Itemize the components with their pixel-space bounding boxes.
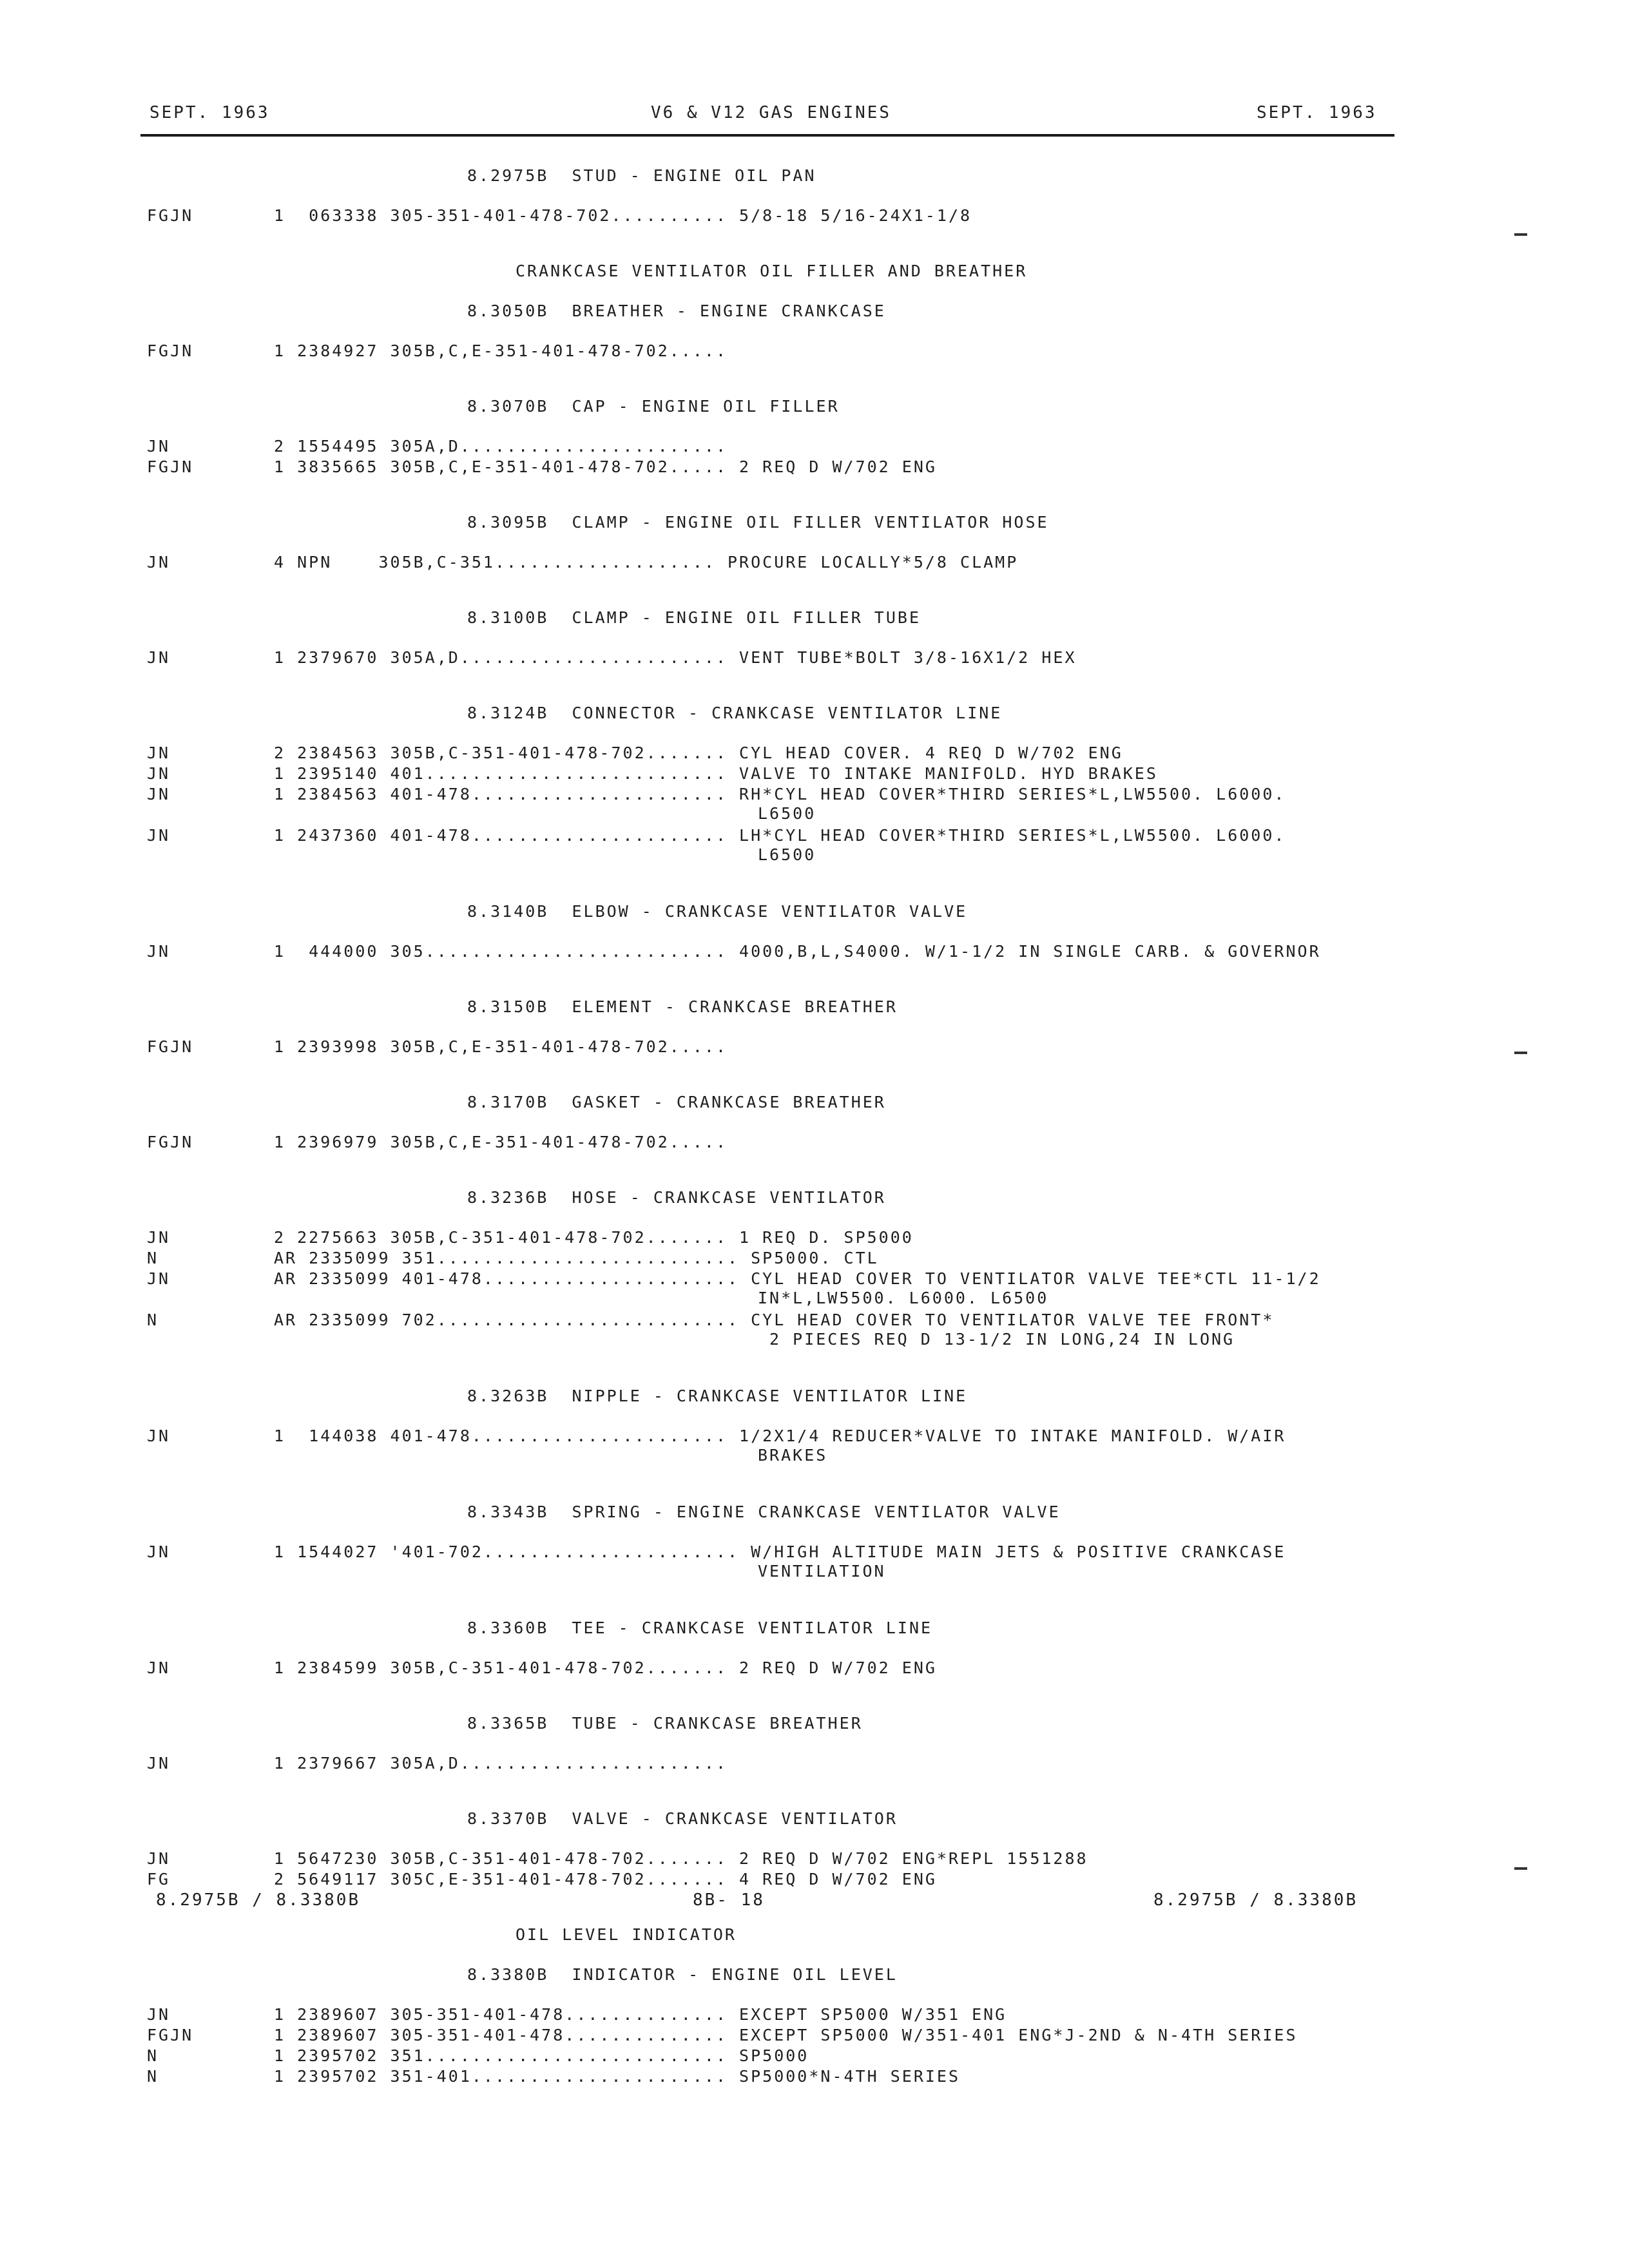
section-heading: 8.3124B CONNECTOR - CRANKCASE VENTILATOR LINE bbox=[467, 704, 1003, 722]
section-heading: 8.3150B ELEMENT - CRANKCASE BREATHER bbox=[467, 997, 898, 1016]
usage-code: N bbox=[147, 1311, 159, 1329]
header-right: SEPT. 1963 bbox=[1257, 103, 1377, 122]
usage-code: JN bbox=[147, 826, 171, 845]
usage-code: FG bbox=[147, 1870, 171, 1888]
margin-mark bbox=[1514, 233, 1527, 236]
part-entry: 1 2393998 305B,C,E-351-401-478-702..... bbox=[274, 1037, 728, 1056]
usage-code: N bbox=[147, 1249, 159, 1267]
part-description-continued: L6500 bbox=[758, 804, 816, 823]
section-heading: 8.3365B TUBE - CRANKCASE BREATHER bbox=[467, 1714, 863, 1733]
section-heading: 8.2975B STUD - ENGINE OIL PAN bbox=[467, 166, 816, 185]
section-heading: 8.3095B CLAMP - ENGINE OIL FILLER VENTILATOR HOSE bbox=[467, 513, 1049, 532]
part-entry: 1 444000 305.......................... 4000,B,L,S4000. W/1-1/2 IN SINGLE CARB. & GOVERNOR bbox=[274, 942, 1321, 961]
part-entry: 1 2395702 351.......................... SP5000 bbox=[274, 2046, 809, 2065]
usage-code: JN bbox=[147, 744, 171, 762]
part-entry: 1 5647230 305B,C-351-401-478-702....... 2 REQ D W/702 ENG*REPL 1551288 bbox=[274, 1849, 1088, 1868]
part-entry: 1 2389607 305-351-401-478.............. EXCEPT SP5000 W/351 ENG bbox=[274, 2005, 1007, 2024]
section-heading: 8.3236B HOSE - CRANKCASE VENTILATOR bbox=[467, 1188, 886, 1207]
usage-code: JN bbox=[147, 1754, 171, 1773]
usage-code: JN bbox=[147, 942, 171, 961]
usage-code: JN bbox=[147, 1228, 171, 1247]
usage-code: FGJN bbox=[147, 457, 194, 476]
part-description-continued: L6500 bbox=[758, 845, 816, 864]
part-entry: 2 2275663 305B,C-351-401-478-702....... 1 REQ D. SP5000 bbox=[274, 1228, 914, 1247]
section-heading: 8.3170B GASKET - CRANKCASE BREATHER bbox=[467, 1093, 886, 1111]
section-heading: 8.3380B INDICATOR - ENGINE OIL LEVEL bbox=[467, 1965, 898, 1984]
usage-code: FGJN bbox=[147, 2026, 194, 2044]
part-entry: 1 2389607 305-351-401-478.............. EXCEPT SP5000 W/351-401 ENG*J-2ND & N-4TH SERIES bbox=[274, 2026, 1298, 2044]
usage-code: N bbox=[147, 2046, 159, 2065]
part-entry: 1 1544027 '401-702...................... W/HIGH ALTITUDE MAIN JETS & POSITIVE CRANKCASE bbox=[274, 1542, 1286, 1561]
part-entry: 1 144038 401-478...................... 1/2X1/4 REDUCER*VALVE TO INTAKE MANIFOLD. W/AIR bbox=[274, 1427, 1286, 1445]
header-center: V6 & V12 GAS ENGINES bbox=[651, 103, 892, 122]
section-heading: 8.3100B CLAMP - ENGINE OIL FILLER TUBE bbox=[467, 608, 921, 627]
part-description-continued: VENTILATION bbox=[758, 1562, 886, 1581]
usage-code: JN bbox=[147, 1658, 171, 1677]
usage-code: JN bbox=[147, 437, 171, 456]
header-rule bbox=[140, 134, 1394, 137]
header-left: SEPT. 1963 bbox=[149, 103, 270, 122]
usage-code: JN bbox=[147, 1542, 171, 1561]
part-entry: 1 2384599 305B,C-351-401-478-702....... 2 REQ D W/702 ENG bbox=[274, 1658, 937, 1677]
part-entry: 2 5649117 305C,E-351-401-478-702....... 4 REQ D W/702 ENG bbox=[274, 1870, 937, 1888]
part-entry: 1 2396979 305B,C,E-351-401-478-702..... bbox=[274, 1133, 728, 1151]
part-entry: 1 2395702 351-401...................... SP5000*N-4TH SERIES bbox=[274, 2067, 961, 2086]
footer-right: 8.2975B / 8.3380B bbox=[1153, 1890, 1358, 1910]
section-heading: 8.3070B CAP - ENGINE OIL FILLER bbox=[467, 397, 840, 416]
part-entry: AR 2335099 351.......................... SP5000. CTL bbox=[274, 1249, 879, 1267]
part-entry: 1 2379670 305A,D....................... VENT TUBE*BOLT 3/8-16X1/2 HEX bbox=[274, 648, 1077, 667]
section-heading: 8.3140B ELBOW - CRANKCASE VENTILATOR VALVE bbox=[467, 902, 968, 921]
usage-code: JN bbox=[147, 1427, 171, 1445]
section-heading: 8.3360B TEE - CRANKCASE VENTILATOR LINE bbox=[467, 1619, 933, 1637]
part-entry: 1 2384927 305B,C,E-351-401-478-702..... bbox=[274, 341, 728, 360]
part-entry: AR 2335099 702.......................... CYL HEAD COVER TO VENTILATOR VALVE TEE FRONT* bbox=[274, 1311, 1275, 1329]
part-description-continued: IN*L,LW5500. L6000. L6500 bbox=[758, 1289, 1049, 1307]
part-entry: 1 2437360 401-478...................... LH*CYL HEAD COVER*THIRD SERIES*L,LW5500. L6000. bbox=[274, 826, 1286, 845]
part-entry: 1 3835665 305B,C,E-351-401-478-702..... 2 REQ D W/702 ENG bbox=[274, 457, 937, 476]
margin-mark bbox=[1514, 1867, 1527, 1870]
part-description-continued: BRAKES bbox=[758, 1446, 828, 1465]
part-entry: 1 2379667 305A,D....................... bbox=[274, 1754, 728, 1773]
margin-mark bbox=[1514, 1052, 1527, 1054]
footer-center: 8B- 18 bbox=[693, 1890, 765, 1910]
usage-code: JN bbox=[147, 1269, 171, 1288]
footer-left: 8.2975B / 8.3380B bbox=[156, 1890, 361, 1910]
section-heading: 8.3050B BREATHER - ENGINE CRANKCASE bbox=[467, 302, 886, 320]
group-heading: CRANKCASE VENTILATOR OIL FILLER AND BREATHER bbox=[516, 262, 1028, 280]
part-entry: 1 063338 305-351-401-478-702.......... 5/8-18 5/16-24X1-1/8 bbox=[274, 206, 972, 225]
usage-code: N bbox=[147, 2067, 159, 2086]
section-heading: 8.3263B NIPPLE - CRANKCASE VENTILATOR LINE bbox=[467, 1387, 968, 1405]
part-entry: 1 2384563 401-478...................... RH*CYL HEAD COVER*THIRD SERIES*L,LW5500. L6000. bbox=[274, 785, 1286, 803]
part-entry: 2 1554495 305A,D....................... bbox=[274, 437, 728, 456]
usage-code: FGJN bbox=[147, 341, 194, 360]
group-heading: OIL LEVEL INDICATOR bbox=[516, 1925, 737, 1944]
part-description-continued: 2 PIECES REQ D 13-1/2 IN LONG,24 IN LONG bbox=[758, 1330, 1235, 1349]
usage-code: JN bbox=[147, 1849, 171, 1868]
usage-code: FGJN bbox=[147, 206, 194, 225]
usage-code: JN bbox=[147, 2005, 171, 2024]
part-entry: 1 2395140 401.......................... VALVE TO INTAKE MANIFOLD. HYD BRAKES bbox=[274, 764, 1158, 783]
usage-code: FGJN bbox=[147, 1133, 194, 1151]
usage-code: JN bbox=[147, 648, 171, 667]
part-entry: 2 2384563 305B,C-351-401-478-702....... CYL HEAD COVER. 4 REQ D W/702 ENG bbox=[274, 744, 1123, 762]
usage-code: JN bbox=[147, 764, 171, 783]
usage-code: JN bbox=[147, 553, 171, 572]
part-entry: AR 2335099 401-478...................... CYL HEAD COVER TO VENTILATOR VALVE TEE*CTL 11-1/2 bbox=[274, 1269, 1321, 1288]
usage-code: FGJN bbox=[147, 1037, 194, 1056]
usage-code: JN bbox=[147, 785, 171, 803]
section-heading: 8.3370B VALVE - CRANKCASE VENTILATOR bbox=[467, 1809, 898, 1828]
part-entry: 4 NPN 305B,C-351................... PROCURE LOCALLY*5/8 CLAMP bbox=[274, 553, 1019, 572]
section-heading: 8.3343B SPRING - ENGINE CRANKCASE VENTILATOR VALVE bbox=[467, 1503, 1061, 1521]
